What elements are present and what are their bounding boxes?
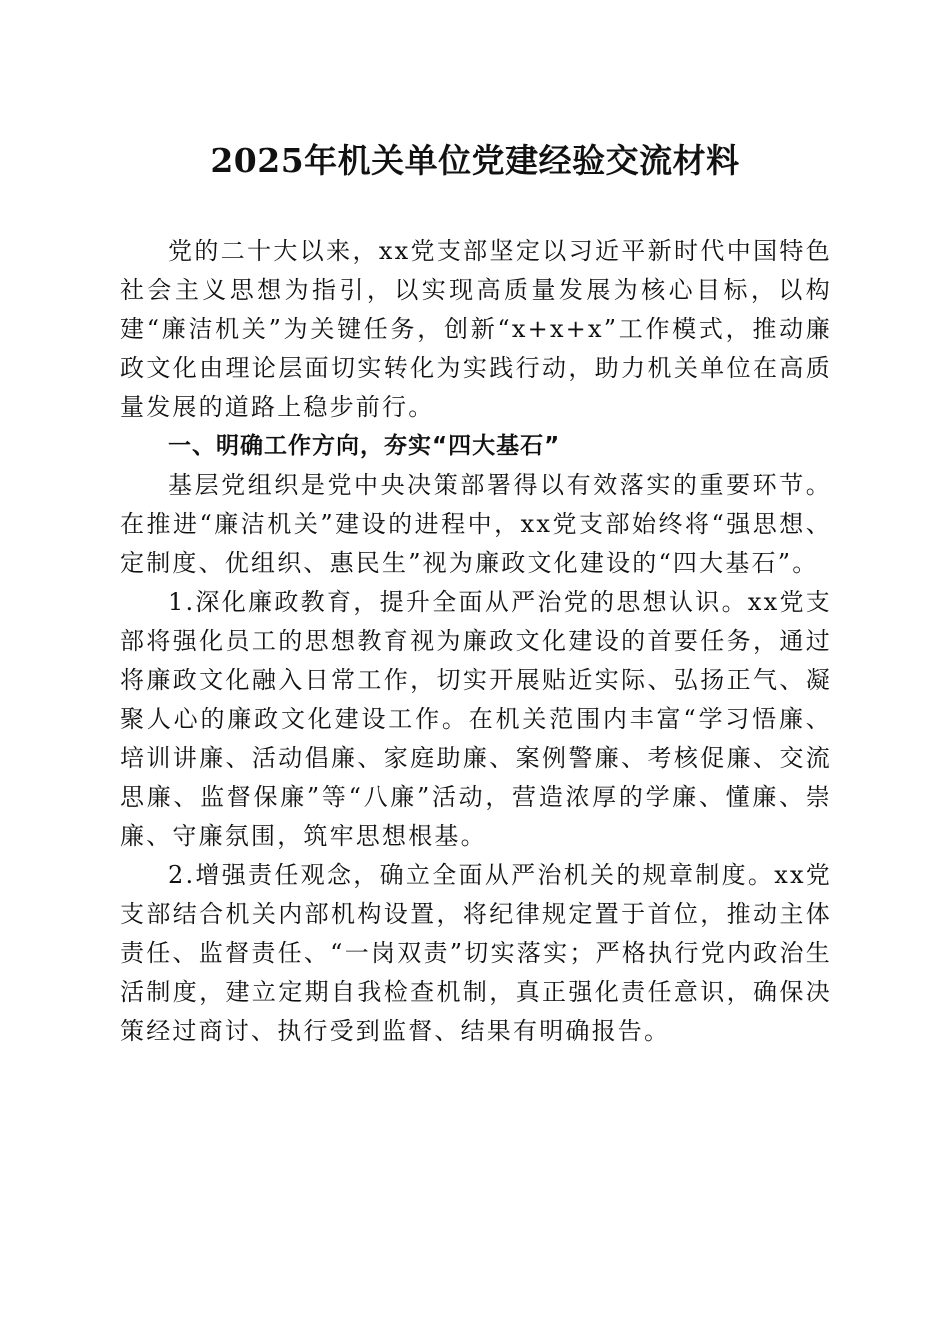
numbered-item-2: 2.增强责任观念，确立全面从严治机关的规章制度。xx党支部结合机关内部机构设置，将纪律规定置于首位，推动主体责任、监督责任、“一岗双责”切实落实；严格执行党内政治生活制度，建立定期自我检查机制，真正强化责任意识，确保决策经过商讨、执行受到监督、结果有明确报告。: [120, 861, 832, 1045]
intro-paragraph: 党的二十大以来，xx党支部坚定以习近平新时代中国特色社会主义思想为指引，以实现高质量发展为核心目标，以构建“廉洁机关”为关键任务，创新“x+x+x”工作模式，推动廉政文化由理论层面切实转化为实践行动，助力机关单位在高质量发展的道路上稳步前行。: [120, 237, 832, 421]
section-paragraph: 基层党组织是党中央决策部署得以有效落实的重要环节。在推进“廉洁机关”建设的进程中，xx党支部始终将“强思想、定制度、优组织、惠民生”视为廉政文化建设的“四大基石”。: [120, 471, 832, 577]
section-heading: 一、明确工作方向，夯实“四大基石”: [168, 433, 561, 459]
document-body: [120, 232, 832, 1051]
document-title: 2025年机关单位党建经验交流材料: [210, 141, 740, 180]
numbered-item-1: 1.深化廉政教育，提升全面从严治党的思想认识。xx党支部将强化员工的思想教育视为廉政文化建设的首要任务，通过将廉政文化融入日常工作，切实开展贴近实际、弘扬正气、凝聚人心的廉政文化建设工作。在机关范围内丰富“学习悟廉、培训讲廉、活动倡廉、家庭助廉、案例警廉、考核促廉、交流思廉、监督保廉”等“八廉”活动，营造浓厚的学廉、懂廉、崇廉、守廉氛围，筑牢思想根基。: [120, 588, 832, 850]
